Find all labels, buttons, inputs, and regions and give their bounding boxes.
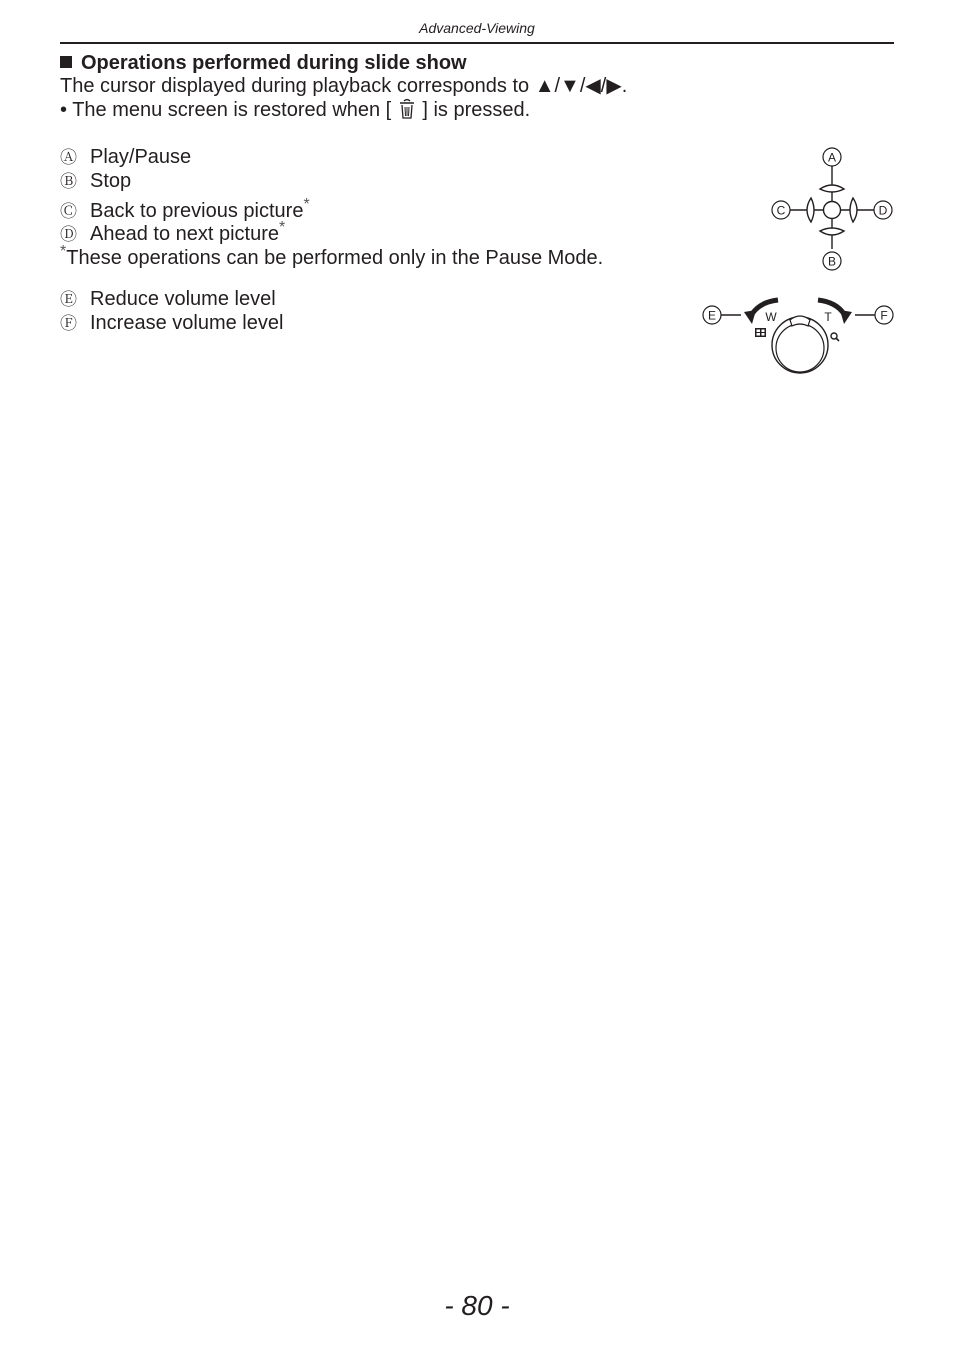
square-bullet-icon <box>60 56 72 68</box>
label-a: A <box>827 150 837 165</box>
footnote-text: These operations can be performed only in the Pause Mode. <box>66 247 604 269</box>
section-title-text: Operations performed during slide show <box>81 52 467 74</box>
multi-playback-icon <box>755 328 766 337</box>
menu-restore-note <box>60 98 530 122</box>
item-mark: Ⓔ <box>60 290 77 309</box>
label-w: W <box>765 310 777 324</box>
label-f: F <box>880 308 888 323</box>
item-asterisk: * <box>279 219 286 236</box>
list-item-stop <box>60 169 131 194</box>
item-mark: Ⓓ <box>60 225 77 244</box>
list-item-volume-up <box>60 311 283 336</box>
section-title <box>60 52 467 74</box>
page-header: Advanced-Viewing <box>419 20 535 36</box>
list-item-play-pause <box>60 145 191 170</box>
label-d: D <box>878 203 888 218</box>
right-key-icon <box>850 198 857 222</box>
item-label: Stop <box>90 170 132 192</box>
down-key-icon <box>820 228 844 235</box>
cursor-buttons-diagram <box>768 145 898 275</box>
label-b: B <box>827 254 837 269</box>
item-label: Play/Pause <box>90 146 192 168</box>
footnote-asterisk: * <box>60 243 67 260</box>
left-key-icon <box>807 198 814 222</box>
footnote <box>60 240 603 270</box>
item-mark: Ⓕ <box>60 314 77 333</box>
cursor-description: The cursor displayed during playback corresponds to ▲/▼/◀/▶. <box>60 75 628 97</box>
label-c: C <box>776 203 786 218</box>
item-mark: Ⓒ <box>60 202 77 221</box>
up-key-icon <box>820 185 844 192</box>
zoom-lever-diagram <box>698 290 898 380</box>
item-mark: Ⓑ <box>60 172 77 191</box>
menu-note-prefix: • The menu screen is restored when [ <box>60 99 392 121</box>
item-label: Ahead to next picture <box>90 223 280 245</box>
item-label: Back to previous picture <box>90 200 304 222</box>
item-asterisk: * <box>303 196 310 213</box>
zoom-lever-icon <box>772 316 828 373</box>
menu-note-suffix: ] is pressed. <box>422 99 531 121</box>
item-label: Reduce volume level <box>90 288 276 310</box>
tele-arrow-icon <box>818 300 852 324</box>
list-item-volume-down <box>60 287 276 312</box>
trash-icon <box>397 98 417 120</box>
center-button-icon <box>824 202 841 219</box>
header-rule <box>60 42 894 44</box>
item-mark: Ⓐ <box>60 148 77 167</box>
page-number: - 80 - <box>444 1290 510 1321</box>
item-label: Increase volume level <box>90 312 284 334</box>
label-e: E <box>707 308 717 323</box>
magnifier-icon <box>831 333 839 341</box>
label-t: T <box>824 310 832 324</box>
